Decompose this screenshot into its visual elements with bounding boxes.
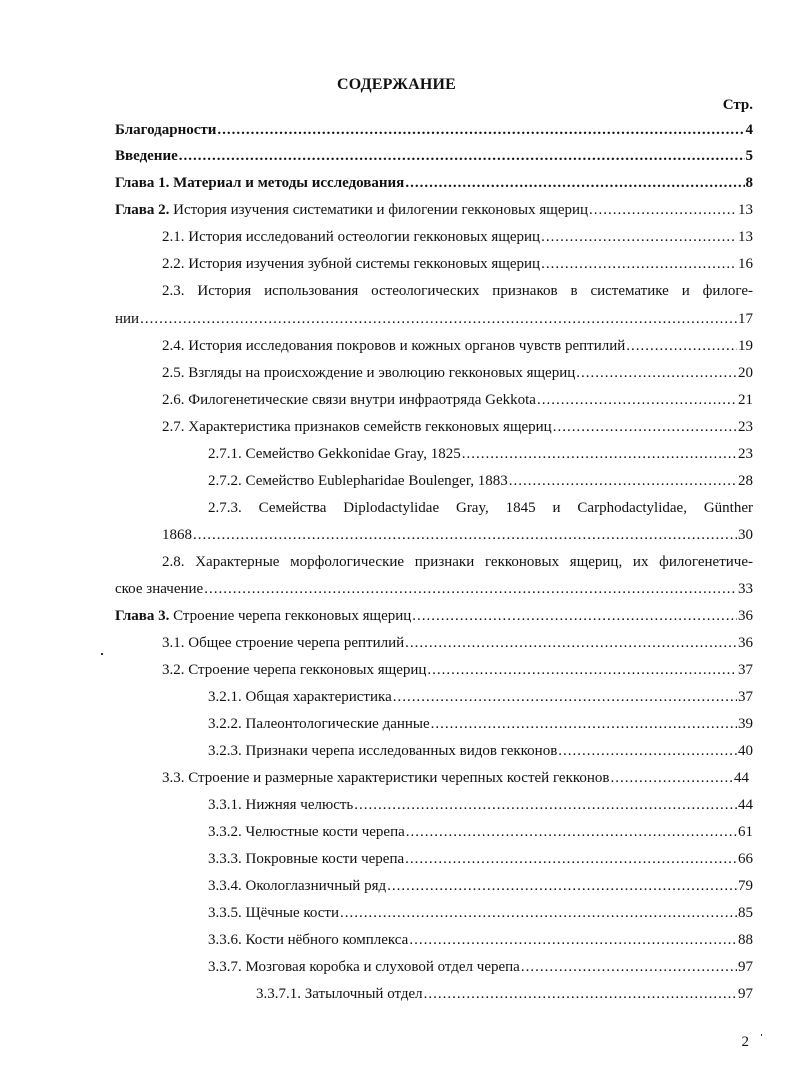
toc-entry-label: 3.1. Общее строение черепа рептилий — [162, 635, 405, 651]
leader-dots — [393, 689, 737, 706]
toc-entry-label: 2.7.2. Семейство Eublepharidae Boulenger, 1883 — [208, 473, 508, 489]
leader-dots — [405, 851, 737, 868]
page-title: СОДЕРЖАНИЕ — [336, 76, 457, 93]
toc-entry-page: 13 — [738, 202, 753, 218]
page-number: 2 — [741, 1034, 749, 1050]
toc-entry-page: 97 — [738, 959, 753, 975]
leader-dots — [611, 770, 734, 787]
toc-entry-line1: 2.7.3. Семейства Diplodactylidae Gray, 1845 и Carphodactylidae, Günther — [208, 500, 753, 516]
toc-entry-label: Строение черепа гекконовых ящериц — [169, 608, 412, 624]
leader-dots — [541, 229, 737, 246]
scan-speck — [101, 653, 103, 655]
leader-dots — [405, 635, 737, 652]
toc-entry-label: нии — [115, 311, 140, 327]
leader-dots — [405, 175, 744, 192]
toc-entry-line1: 2.3. История использования остеологических признаков в систематике и филоге- — [162, 283, 753, 299]
leader-dots — [537, 392, 737, 409]
toc-entry — [162, 419, 753, 436]
toc-entry-page: 44 — [738, 797, 753, 813]
toc-entry-label: 3.3.2. Челюстные кости черепа — [208, 824, 405, 840]
leader-dots — [179, 148, 745, 165]
toc-entry-label: 3.3.6. Кости нёбного комплекса — [208, 932, 409, 948]
toc-entry — [162, 229, 753, 246]
toc-entry — [115, 581, 753, 598]
toc-entry — [115, 608, 753, 625]
chapter-prefix: Глава 2. — [115, 202, 170, 218]
toc-entry — [162, 662, 753, 679]
leader-dots — [354, 797, 737, 814]
toc-entry — [208, 716, 753, 733]
toc-entry-label: 2.5. Взгляды на происхождение и эволюцию гекконовых ящериц — [162, 365, 576, 381]
leader-dots — [217, 122, 744, 139]
toc-entry — [208, 959, 753, 976]
toc-entry-page: 33 — [738, 581, 753, 597]
leader-dots — [509, 473, 737, 490]
toc-entry — [208, 878, 753, 895]
toc-entry-label: Глава 1. Материал и методы исследования — [115, 175, 405, 191]
leader-dots — [409, 932, 737, 949]
leader-dots — [406, 824, 737, 841]
toc-entry — [208, 473, 753, 490]
toc-entry-page: 61 — [738, 824, 753, 840]
leader-dots — [340, 905, 737, 922]
toc-entry-label: 3.3.7.1. Затылочный отдел — [256, 986, 423, 1002]
toc-entry-label: 2.6. Филогенетические связи внутри инфраотряда Gekkota — [162, 392, 536, 408]
toc-entry-label: 2.1. История исследований остеологии гекконовых ящериц — [162, 229, 541, 245]
toc-entry — [208, 905, 753, 922]
toc-entry-page: 36 — [738, 635, 753, 651]
toc-entry — [115, 122, 753, 139]
toc-entry-label: 3.3.3. Покровные кости черепа — [208, 851, 405, 867]
toc-entry-label: 2.7. Характеристика признаков семейств гекконовых ящериц — [162, 419, 552, 435]
leader-dots — [193, 527, 737, 544]
toc-entry — [115, 175, 753, 192]
toc-entry — [256, 986, 753, 1003]
toc-entry-page: 21 — [738, 392, 753, 408]
toc-entry-page: 4 — [745, 122, 753, 138]
toc-entry-page: 23 — [738, 419, 753, 435]
toc-entry-page: 37 — [738, 662, 753, 678]
toc-entry — [208, 446, 753, 463]
toc-entry — [208, 743, 753, 760]
toc-entry — [162, 338, 753, 355]
toc-entry-label: 3.2.3. Признаки черепа исследованных видов гекконов — [208, 743, 558, 759]
leader-dots — [412, 608, 737, 625]
leader-dots — [576, 365, 737, 382]
toc-entry — [162, 770, 749, 787]
leader-dots — [427, 662, 737, 679]
toc-entry-page: 88 — [738, 932, 753, 948]
toc-entry-line1: 2.8. Характерные морфологические признаки гекконовых ящериц, их филогенетиче- — [162, 554, 753, 570]
toc-entry-label: 3.3. Строение и размерные характеристики черепных костей гекконов — [162, 770, 610, 786]
toc-entry-label: 2.2. История изучения зубной системы гекконовых ящериц — [162, 256, 541, 272]
toc-entry-label: ское значение — [115, 581, 204, 597]
leader-dots — [140, 311, 737, 328]
toc-entry-page: 40 — [738, 743, 753, 759]
toc-entry-label: 3.2. Строение черепа гекконовых ящериц — [162, 662, 427, 678]
toc-entry-page: 13 — [738, 229, 753, 245]
leader-dots — [387, 878, 737, 895]
toc-entry-label: История изучения систематики и филогении гекконовых ящериц — [169, 202, 589, 218]
toc-entry-label: Благодарности — [115, 122, 217, 138]
toc-entry-page: 44 — [734, 770, 749, 786]
toc-entry — [162, 365, 753, 382]
toc-entry-page: 17 — [738, 311, 753, 327]
toc-entry — [162, 392, 753, 409]
leader-dots — [462, 446, 737, 463]
leader-dots — [424, 986, 737, 1003]
toc-entry — [115, 311, 753, 328]
toc-entry-label: 3.3.7. Мозговая коробка и слуховой отдел черепа — [208, 959, 520, 975]
toc-entry-page: 30 — [738, 527, 753, 543]
toc-entry-page: 39 — [738, 716, 753, 732]
leader-dots — [589, 202, 737, 219]
toc-entry-page: 79 — [738, 878, 753, 894]
toc-entry — [208, 932, 753, 949]
toc-entry-page: 16 — [738, 256, 753, 272]
toc-entry — [208, 824, 753, 841]
leader-dots — [558, 743, 737, 760]
scan-speck — [761, 1034, 762, 1036]
toc-entry-label: 3.3.5. Щёчные кости — [208, 905, 339, 921]
toc-entry-page: 5 — [745, 148, 753, 164]
toc-entry-page: 66 — [738, 851, 753, 867]
toc-entry-label: 2.7.1. Семейство Gekkonidae Gray, 1825 — [208, 446, 461, 462]
toc-entry-page: 8 — [745, 175, 753, 191]
toc-entry — [208, 851, 753, 868]
toc-entry-page: 85 — [738, 905, 753, 921]
toc-entry-label: 3.3.1. Нижняя челюсть — [208, 797, 354, 813]
toc-entry-label: 3.2.2. Палеонтологические данные — [208, 716, 430, 732]
toc-entry-page: 20 — [738, 365, 753, 381]
leader-dots — [431, 716, 737, 733]
leader-dots — [521, 959, 737, 976]
leader-dots — [626, 338, 737, 355]
toc-entry — [162, 527, 753, 544]
chapter-prefix: Глава 3. — [115, 608, 170, 624]
toc-entry — [208, 797, 753, 814]
toc-entry-page: 23 — [738, 446, 753, 462]
toc-entry-page: 36 — [738, 608, 753, 624]
toc-entry — [115, 148, 753, 165]
toc-entry-label: 3.2.1. Общая характеристика — [208, 689, 392, 705]
toc-entry — [208, 689, 753, 706]
toc-entry-page: 37 — [738, 689, 753, 705]
page-column-header: Стр. — [722, 97, 753, 113]
toc-entry — [115, 202, 753, 219]
toc-entry-label: 1868 — [162, 527, 192, 543]
toc-entry — [162, 635, 753, 652]
leader-dots — [553, 419, 737, 436]
leader-dots — [541, 256, 737, 273]
leader-dots — [204, 581, 737, 598]
toc-entry-page: 19 — [738, 338, 753, 354]
toc-entry-label: 3.3.4. Окологлазничный ряд — [208, 878, 387, 894]
toc-entry-page: 97 — [738, 986, 753, 1002]
toc-entry — [162, 256, 753, 273]
toc-entry-page: 28 — [738, 473, 753, 489]
toc-entry-label: 2.4. История исследования покровов и кожных органов чувств рептилий — [162, 338, 626, 354]
toc-entry-label: Введение — [115, 148, 178, 164]
